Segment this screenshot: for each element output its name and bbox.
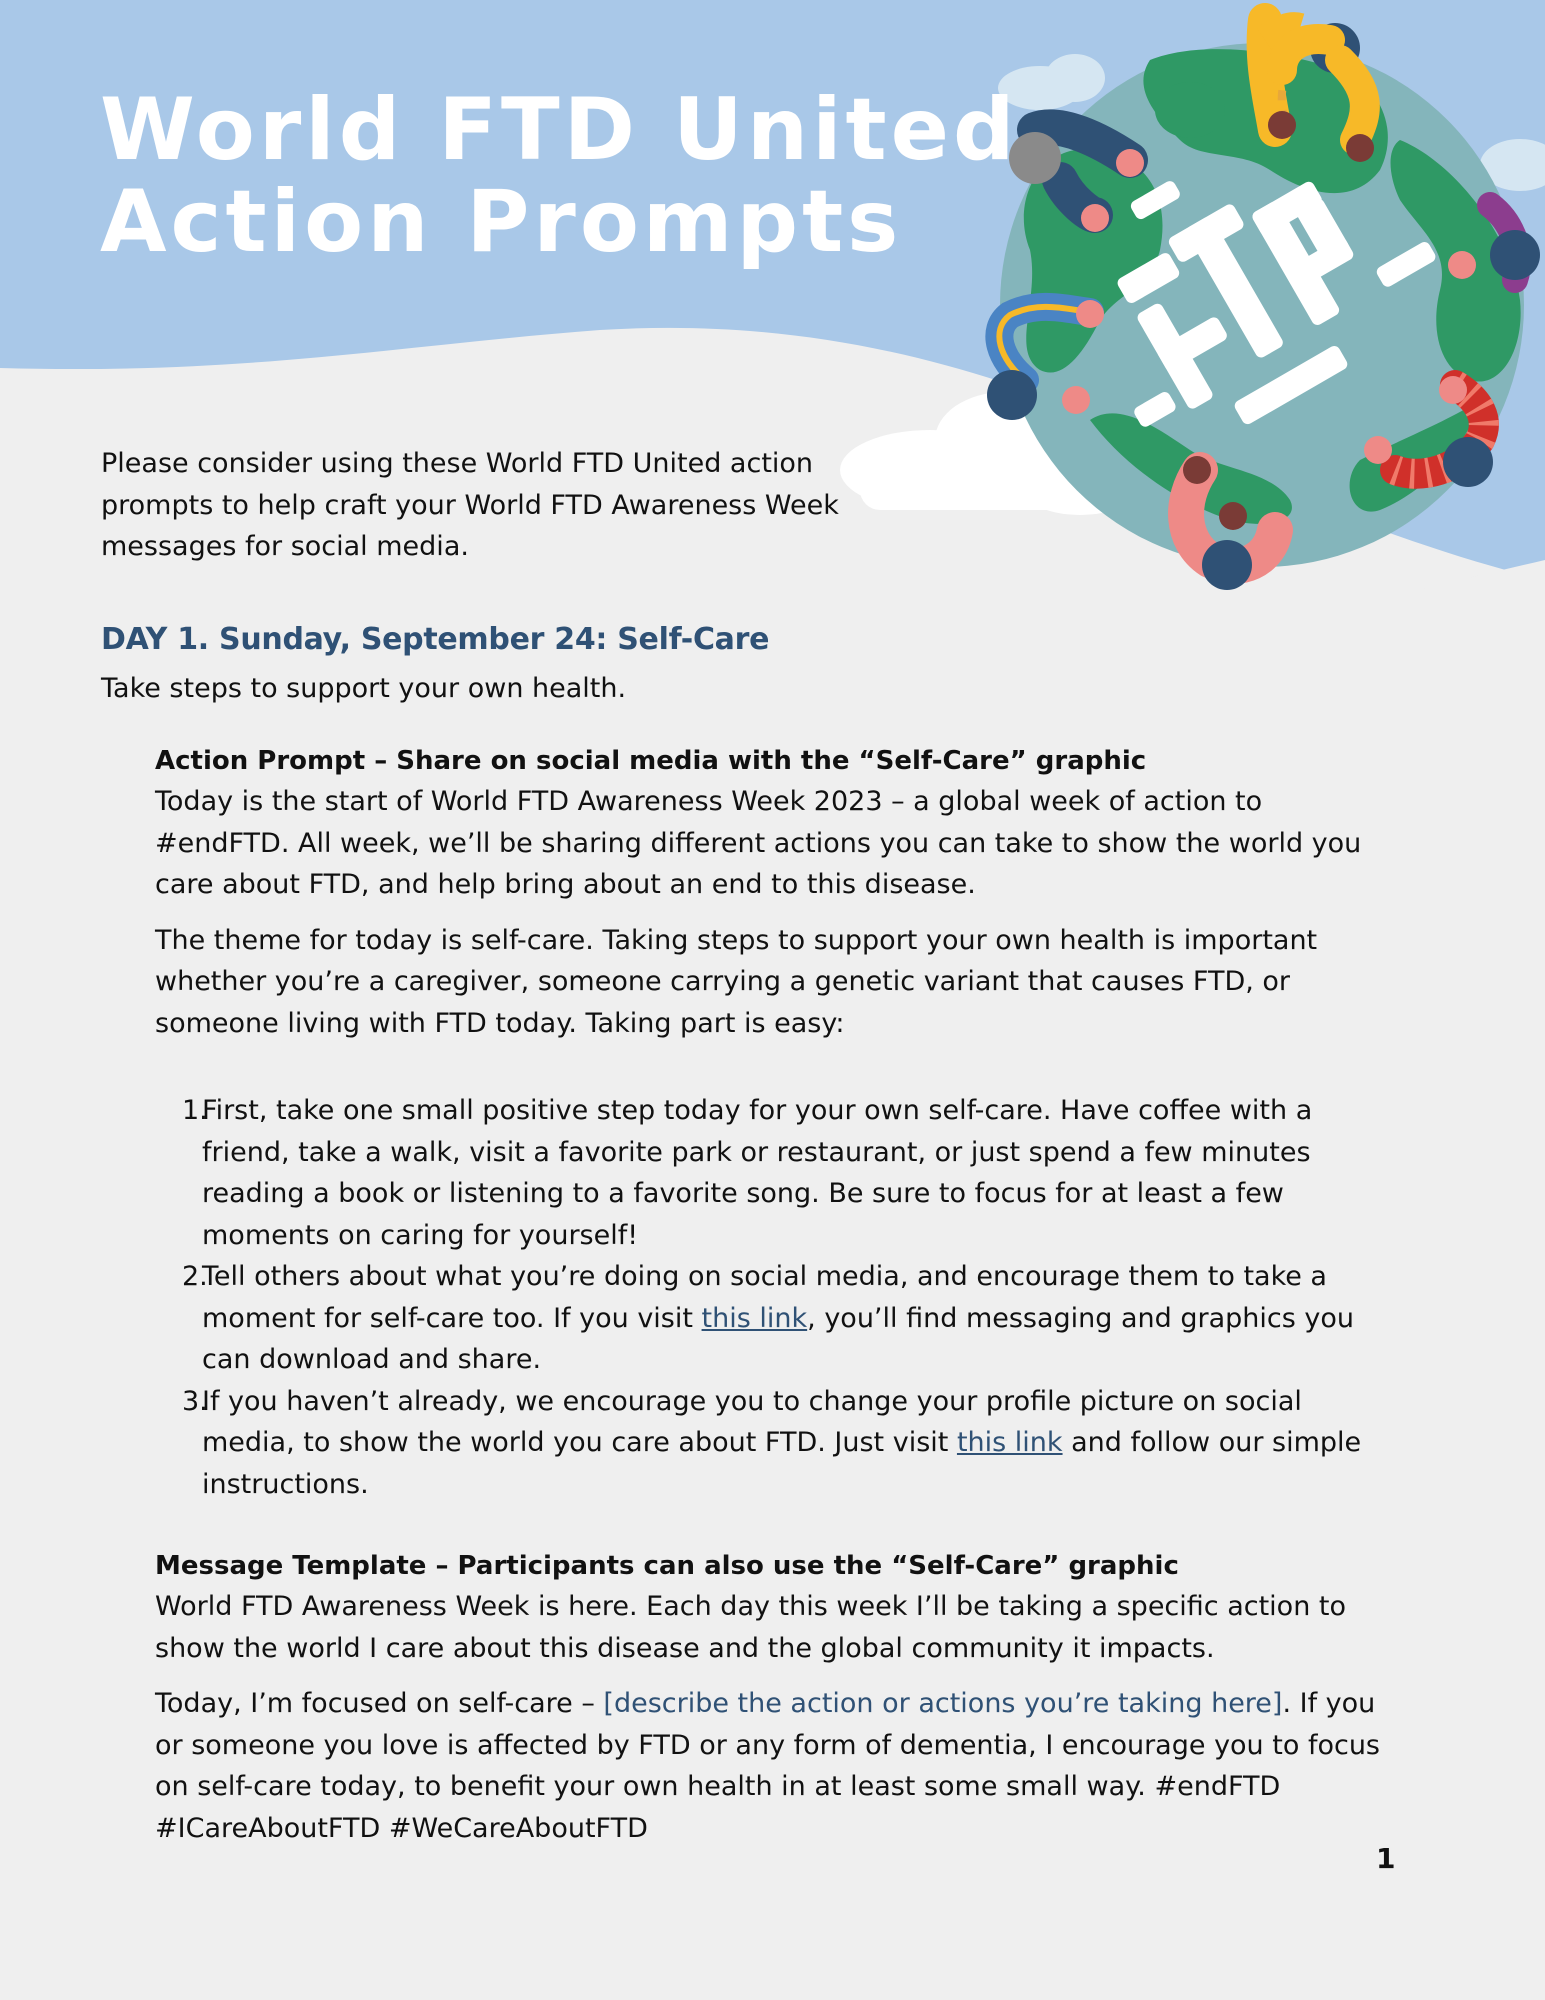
- title-line-2: Action Prompts: [100, 172, 903, 272]
- messaging-graphics-link[interactable]: this link: [701, 1302, 808, 1334]
- list-item-number: 3.: [182, 1385, 208, 1417]
- page-title: [100, 80, 1019, 272]
- list-item-text-before: Tell others about what you’re doing on social media, and encourage them to take a moment for self-care too. If you visit: [202, 1261, 1327, 1334]
- list-item-number: 2.: [182, 1261, 208, 1292]
- action-prompt-paragraph-1: Today is the start of World FTD Awareness Week 2023 – a global week of action to #endFTD. All week, we’ll be sharing different actions you can take to show the world you care about FTD, and help bring about an end to this disease.: [155, 786, 1362, 900]
- message-template-text-before: Today, I’m focused on self-care –: [155, 1688, 604, 1719]
- list-item-text: First, take one small positive step today for your own self-care. Have coffee with a friend, take a walk, visit a favorite park or restaurant, or just spend a few minutes reading a book or listening to a favorite song. Be sure to focus for at least a few moments on caring for yourself!: [202, 1095, 1313, 1251]
- message-template-text-after: . If you or someone you love is affected by FTD or any form of dementia, I encourage you to focus on self-care today, to benefit your own health in at least some small way. #endFTD #ICareAboutFTD #WeCareAboutFTD: [155, 1688, 1380, 1844]
- list-item-text-after: , you’ll find messaging and graphics you can download and share.: [202, 1302, 1355, 1375]
- page-number: 1: [1376, 1842, 1396, 1875]
- title-line-1: World FTD United: [100, 80, 1019, 180]
- day1-heading: DAY 1. Sunday, September 24: Self-Care: [101, 622, 770, 657]
- profile-picture-link[interactable]: this link: [956, 1427, 1063, 1458]
- message-template-section: [155, 1546, 1395, 1863]
- steps-list: [180, 1090, 1395, 1505]
- list-item-text-before: If you haven’t already, we encourage you to change your profile picture on social media, to show the world you care about FTD. Just visit: [202, 1385, 1302, 1458]
- list-item: [180, 1256, 1395, 1381]
- list-item-number: 1.: [182, 1095, 208, 1126]
- list-item: [180, 1090, 1395, 1256]
- action-prompt-paragraph-2: The theme for today is self-care. Taking steps to support your own health is important whether you’re a caregiver, someone carrying a genetic variant that causes FTD, or someone living with FTD today. Taking part is easy:: [155, 924, 1318, 1039]
- message-template-paragraph-1: World FTD Awareness Week is here. Each day this week I’ll be taking a specific action to show the world I care about this disease and the global community it impacts.: [155, 1591, 1347, 1664]
- message-template-header: Message Template – Participants can also use the “Self-Care” graphic: [155, 1551, 1179, 1581]
- action-prompt-header: Action Prompt – Share on social media with the “Self-Care” graphic: [155, 746, 1147, 776]
- message-template-paragraph-2: [155, 1683, 1395, 1849]
- action-prompt-section: [155, 741, 1395, 1058]
- list-item: [180, 1381, 1395, 1506]
- list-item-text: [202, 1256, 1395, 1381]
- list-item-text-after: and follow our simple instructions.: [202, 1427, 1362, 1500]
- intro-paragraph: Please consider using these World FTD United action prompts to help craft your World FTD Awareness Week messages for social media.: [101, 448, 839, 562]
- list-item-text: [202, 1381, 1395, 1506]
- message-placeholder: [describe the action or actions you’re taking here]: [603, 1688, 1283, 1719]
- day1-subheading: Take steps to support your own health.: [101, 673, 627, 704]
